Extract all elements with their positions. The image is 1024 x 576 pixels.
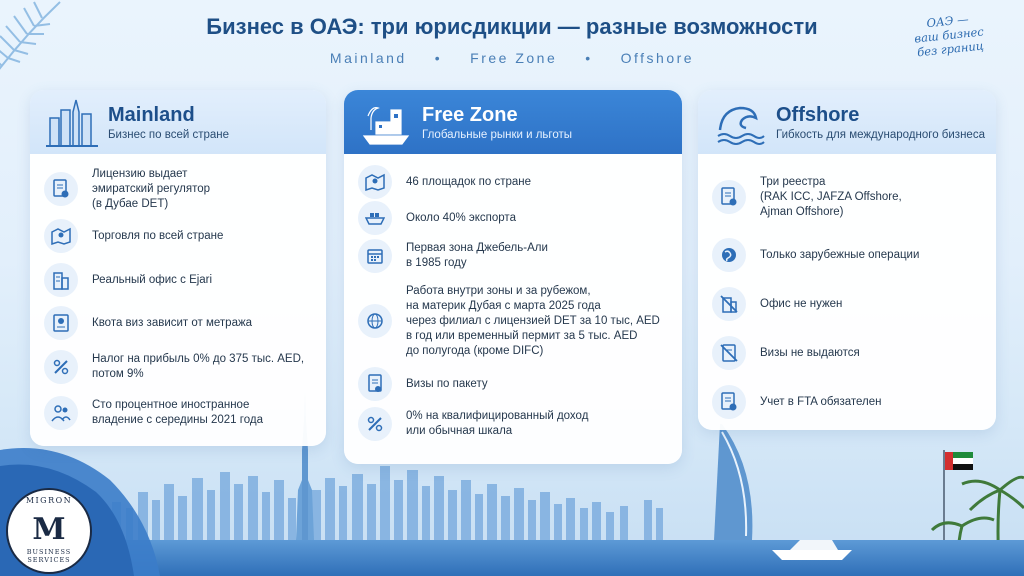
subtitle-mainland: Mainland	[329, 50, 407, 66]
list-item-text: Офис не нужен	[760, 297, 843, 310]
list-item-text: Сто процентное иностранное владение с середины 2021 года	[92, 399, 263, 426]
card-title: Mainland	[108, 104, 195, 126]
subtitle-free-zone: Free Zone	[470, 50, 558, 66]
list-item-text: Три реестра (RAK ICC, JAFZA Offshore, Ajman Offshore)	[760, 175, 902, 218]
globe-icon	[712, 238, 746, 272]
list-item-text: Квота виз зависит от метража	[92, 316, 253, 329]
list-item-text: Реальный офис с Ejari	[92, 273, 213, 286]
card-offshore	[698, 90, 996, 430]
list-item	[712, 230, 982, 280]
card-mainland-header	[30, 90, 326, 154]
list-item-text: Налог на прибыль 0% до 375 тыс. AED, потом 9%	[92, 353, 305, 380]
no-office-icon	[712, 287, 746, 321]
logo-services: BUSINESS SERVICES	[26, 548, 72, 564]
jurisdiction-list	[0, 50, 1024, 66]
card-title: Offshore	[776, 104, 860, 126]
card-subtitle: Гибкость для международного бизнеса	[776, 129, 985, 141]
card-title: Free Zone	[422, 104, 518, 126]
card-free-zone-list	[344, 154, 682, 464]
skyscrapers-icon	[44, 96, 100, 148]
list-item	[358, 236, 668, 276]
globe-icon	[358, 304, 392, 338]
wave-icon	[712, 96, 768, 148]
list-item	[44, 214, 312, 258]
list-item	[44, 164, 312, 214]
card-subtitle: Глобальные рынки и льготы	[422, 129, 573, 141]
card-offshore-header	[698, 90, 996, 154]
list-item	[358, 200, 668, 236]
list-item-text: Учет в FTA обязателен	[760, 395, 882, 408]
license-document-icon	[44, 172, 78, 206]
list-item	[44, 258, 312, 302]
list-item-text: Торговля по всей стране	[92, 229, 224, 242]
card-free-zone-header	[344, 90, 682, 154]
percent-icon	[44, 350, 78, 384]
list-item-text: 0% на квалифицированный доход или обычная шкала	[406, 410, 589, 437]
list-item	[712, 328, 982, 378]
subtitle-offshore: Offshore	[620, 50, 695, 66]
list-item-text: Около 40% экспорта	[406, 211, 516, 224]
card-offshore-list	[698, 154, 996, 430]
list-item-text: 46 площадок по стране	[406, 175, 532, 188]
list-item-text: Первая зона Джебель-Али в 1985 году	[406, 242, 548, 269]
list-item	[44, 344, 312, 390]
map-pin-icon	[44, 219, 78, 253]
list-item	[712, 280, 982, 328]
free-zone-port-icon	[358, 96, 414, 148]
card-mainland	[30, 90, 326, 446]
no-visa-icon	[712, 336, 746, 370]
list-item-text: Визы не выдаются	[760, 346, 860, 359]
list-item	[44, 302, 312, 344]
list-item-text: Работа внутри зоны и за рубежом, на материк Дубая с марта 2025 года через филиал с лицензией DET за 10 тыс, AED в год или временный пермит за 5 тыс. AED до полугода (кроме DIFC)	[406, 284, 660, 357]
list-item	[712, 378, 982, 426]
list-item-text: Лицензию выдает эмиратский регулятор (в Дубае DET)	[92, 167, 211, 210]
yacht	[772, 550, 852, 560]
subtitle-separator: •	[585, 50, 593, 66]
visa-id-icon	[44, 306, 78, 340]
list-item	[358, 402, 668, 446]
visa-document-icon	[358, 367, 392, 401]
office-building-icon	[44, 263, 78, 297]
list-item	[358, 366, 668, 402]
card-free-zone	[344, 90, 682, 464]
slogan: ОАЭ — ваш бизнес без границ	[913, 11, 985, 60]
list-item	[712, 164, 982, 230]
list-item-text: Только зарубежные операции	[760, 248, 920, 261]
calendar-icon	[358, 239, 392, 273]
logo-letter: M	[32, 512, 66, 547]
list-item	[44, 390, 312, 436]
migron-logo	[6, 488, 92, 574]
map-pin-icon	[358, 165, 392, 199]
logo-name: MIGRON	[25, 496, 73, 505]
card-mainland-list	[30, 154, 326, 446]
registry-document-icon	[712, 180, 746, 214]
list-item	[358, 164, 668, 200]
list-item-text: Визы по пакету	[406, 377, 488, 390]
page-title: Бизнес в ОАЭ: три юрисдикции — разные возможности	[206, 14, 818, 39]
tax-document-icon	[712, 385, 746, 419]
card-subtitle: Бизнес по всей стране	[108, 129, 230, 141]
list-item	[358, 276, 668, 366]
subtitle-separator: •	[434, 50, 443, 66]
percent-icon	[358, 407, 392, 441]
people-icon	[44, 396, 78, 430]
palm-leaf-decoration	[0, 0, 64, 86]
cargo-ship-icon	[358, 201, 392, 235]
